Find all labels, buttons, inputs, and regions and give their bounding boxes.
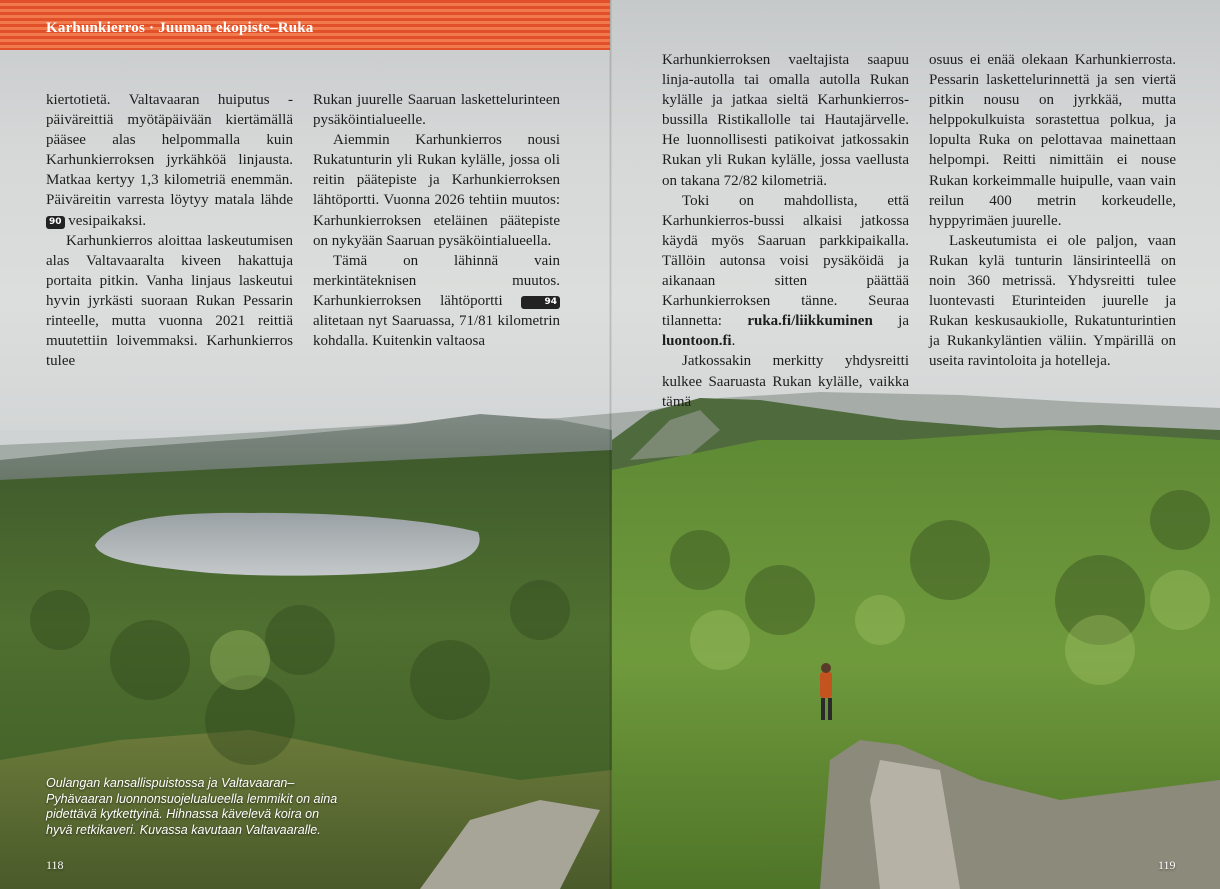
paragraph-text: alitetaan nyt Saaruassa, 71/81 kilometrin kohdalla. Kuitenkin valtaosa xyxy=(313,313,560,350)
paragraph: Rukan juurelle Saaruan laskettelurinteen pysäköintialueelle. xyxy=(313,92,560,129)
paragraph: Aiemmin Karhunkierros nousi Rukatunturin yli Rukan kylälle, jossa oli reitin päätepiste ja Karhunkierroksen lähtöportti. Vuonna 2026 tehtiin muutos: Karhunkierroksen eteläinen päätepiste on nykyään Saaruan pysäköintialueella. xyxy=(313,132,560,249)
paragraph-text: kiertotietä. Valtavaaran huiputus -päiväreittiä myötäpäivään kiertämällä pääsee alas helpommalla kuin Karhunkierroksen jyrkähköä linjausta. Matkaa kertyy 1,3 kilometriä enemmän. Päiväreitin varresta löytyy matala lähde xyxy=(46,92,293,209)
text-column-4 xyxy=(929,50,1176,372)
page-gutter xyxy=(609,0,612,889)
paragraph-text: ja xyxy=(898,313,909,330)
link-ruka[interactable]: ruka.fi/liikkuminen xyxy=(747,313,873,330)
page-number-left: 118 xyxy=(46,858,64,872)
chapter-title-part1: Karhunkierros xyxy=(46,20,146,36)
paragraph xyxy=(46,90,293,231)
link-luontoon[interactable]: luontoon.fi xyxy=(662,333,732,350)
paragraph-text: Toki on mahdollista, että Karhunkierros-bussi alkaisi jatkossa käydä myös Saaruan parkkipaikalla. Tällöin autonsa voisi pysäköidä ja aikanaan sitten päättää Karhunkierroksen tänne. Seuraa tilannetta: xyxy=(662,192,909,330)
paragraph-text: . xyxy=(731,333,736,350)
chapter-ribbon xyxy=(0,0,610,50)
photo-caption: Oulangan kansallispuistossa ja Valtavaaran–Pyhävaaran luonnonsuojelualueella lemmikit on aina pidettävä kytkettyinä. Hihnassa kävelevä koira on hyvä retkikaveri. Kuvassa kavutaan Valtavaaralle. xyxy=(46,776,338,837)
paragraph xyxy=(313,251,560,351)
chapter-title xyxy=(46,20,314,37)
waypoint-badge: 90 xyxy=(46,216,65,229)
text-column-2 xyxy=(313,90,560,351)
chapter-title-separator: · xyxy=(149,20,155,36)
paragraph: Karhunkierros aloittaa laskeutumisen alas Valtavaaralta kiveen hakattuja portaita pitkin. Vanha linjaus laskeutui hyvin jyrkästi suoraan Rukan Pessarin rinteelle, mutta vuonna 2021 reittiä muutettiin loivemmaksi. Karhunkierros tulee xyxy=(46,232,293,370)
paragraph xyxy=(662,191,909,352)
chapter-title-part2: Juuman ekopiste–Ruka xyxy=(158,20,314,36)
text-column-1 xyxy=(46,90,293,371)
paragraph: Jatkossakin merkitty yhdysreitti kulkee Saaruasta Rukan kylälle, vaikka tämä xyxy=(662,353,909,410)
page-number-right: 119 xyxy=(1158,858,1176,872)
paragraph-text: Tämä on lähinnä vain merkintäteknisen muutos. Karhunkierroksen lähtöportti xyxy=(313,252,560,309)
paragraph: Karhunkierroksen vaeltajista saapuu linja-autolla tai omalla autolla Rukan kylälle ja jatkaa sieltä Karhunkierros-bussilla Ristikallolle tai Hautajärvelle. He luonnollisesti patikoivat jatkossakin Rukan yli Rukan kylälle, jossa vaellusta on takana 72/82 kilometriä. xyxy=(662,52,909,189)
waypoint-badge: 94 xyxy=(521,296,560,309)
paragraph-text: vesipaikaksi. xyxy=(68,212,147,229)
text-column-3 xyxy=(662,50,909,412)
paragraph: Laskeutumista ei ole paljon, vaan Rukan kylä tunturin länsirinteellä on noin 360 metrissä. Yhdysreitti tulee luontevasti Eturinteiden juurelle ja Rukan keskusaukiolle, Rukatunturintien ja Rukankyläntien väliin. Ympärillä on useita ravintoloita ja hotelleja. xyxy=(929,232,1176,370)
paragraph: osuus ei enää olekaan Karhunkierrosta. Pessarin laskettelurinnettä ja sen viertä pitkin nousu on jyrkkää, mutta helppokulkuista sorastettua polkua, ja lopulta Ruka on pelottavaa mainettaan helpompi. Reitti nimittäin ei nouse Rukan korkeimmalle huipulle, vaan vain reilun 400 metrin korkeudelle, hyppyrimäen juurelle. xyxy=(929,52,1176,229)
